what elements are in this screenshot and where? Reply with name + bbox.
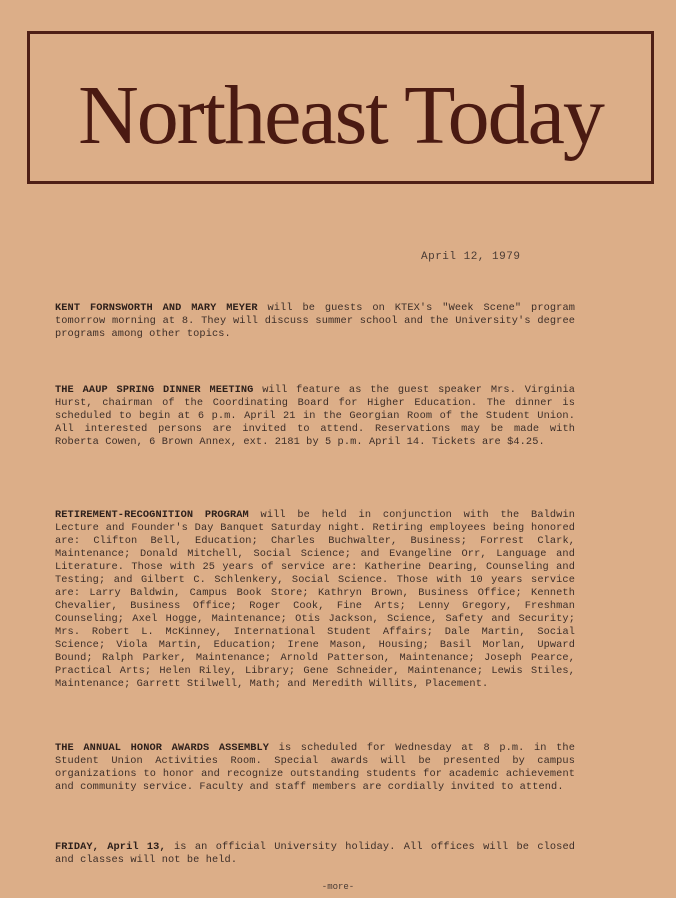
masthead-title: Northeast Today [78,69,603,162]
continued-marker: -more- [321,882,355,892]
news-item-lead: THE AAUP SPRING DINNER MEETING [55,384,254,396]
news-item-text: will feature as the guest speaker Mrs. Virginia Hurst, chairman of the Coordinating Board for Higher Education. The dinner is scheduled to begin at 6 p.m. April 21 in the Georgian Room of the Student Union. All interested persons are invited to attend. Reservations may be made with Roberta Cowen, 6 Brown Annex, ext. 2181 by 5 p.m. April 14. Tickets are $4.25. [55,384,575,448]
news-item-text: is an official University holiday. All offices will be closed and classes will not be held. [55,841,576,866]
news-item [55,509,575,691]
news-item-text: will be guests on KTEX's "Week Scene" program tomorrow morning at 8. They will discuss summer school and the University's degree programs among other topics. [55,302,576,340]
news-item [55,302,575,341]
news-item-lead: KENT FORNSWORTH AND MARY MEYER [55,302,258,314]
issue-date: April 12, 1979 [421,251,521,263]
masthead-frame [27,31,654,184]
news-item-text: will be held in conjunction with the Baldwin Lecture and Founder's Day Banquet Saturday night. Retiring employees being honored are: Clifton Bell, Education; Charles Buchwalter, Business; Forrest Clark, Maintenance; Donald Mitchell, Social Science; and Evangeline Orr, Language and Literature. Those with 25 years of service are: Katherine Dearing, Counseling and Testing; and Gilbert C. Schlenkery, Social Science. Those with 10 years service are: Larry Baldwin, Campus Book Store; Kathryn Brown, Business Office; Kenneth Chevalier, Business Office; Roger Cook, Fine Arts; Lenny Gregory, Freshman Counseling; Axel Hogge, Maintenance; Otis Jackson, Science, Safety and Security; Mrs. Robert L. McKinney, International Student Affairs; Dale Martin, Social Science; Viola Martin, Education; Irene Mason, Housing; Basil Morlan, Upward Bound; Ralph Parker, Maintenance; Arnold Patterson, Maintenance; Joseph Pearce, Practical Arts; Helen Riley, Library; Gene Schneider, Maintenance; Lewis Stiles, Maintenance; Garrett Stilwell, Math; and Meredith Willits, Placement. [55,509,576,690]
news-item [55,384,575,449]
news-item-text: is scheduled for Wednesday at 8 p.m. in the Student Union Activities Room. Special awards will be presented by campus organizations to honor and recognize outstanding students for academic achievement and community service. Faculty and staff members are cordially invited to attend. [55,742,575,793]
news-item-lead: RETIREMENT-RECOGNITION PROGRAM [55,509,249,521]
news-item [55,841,575,867]
news-item-lead: THE ANNUAL HONOR AWARDS ASSEMBLY [55,742,270,754]
news-item [55,742,575,794]
news-item-lead: FRIDAY, April 13, [55,841,166,853]
